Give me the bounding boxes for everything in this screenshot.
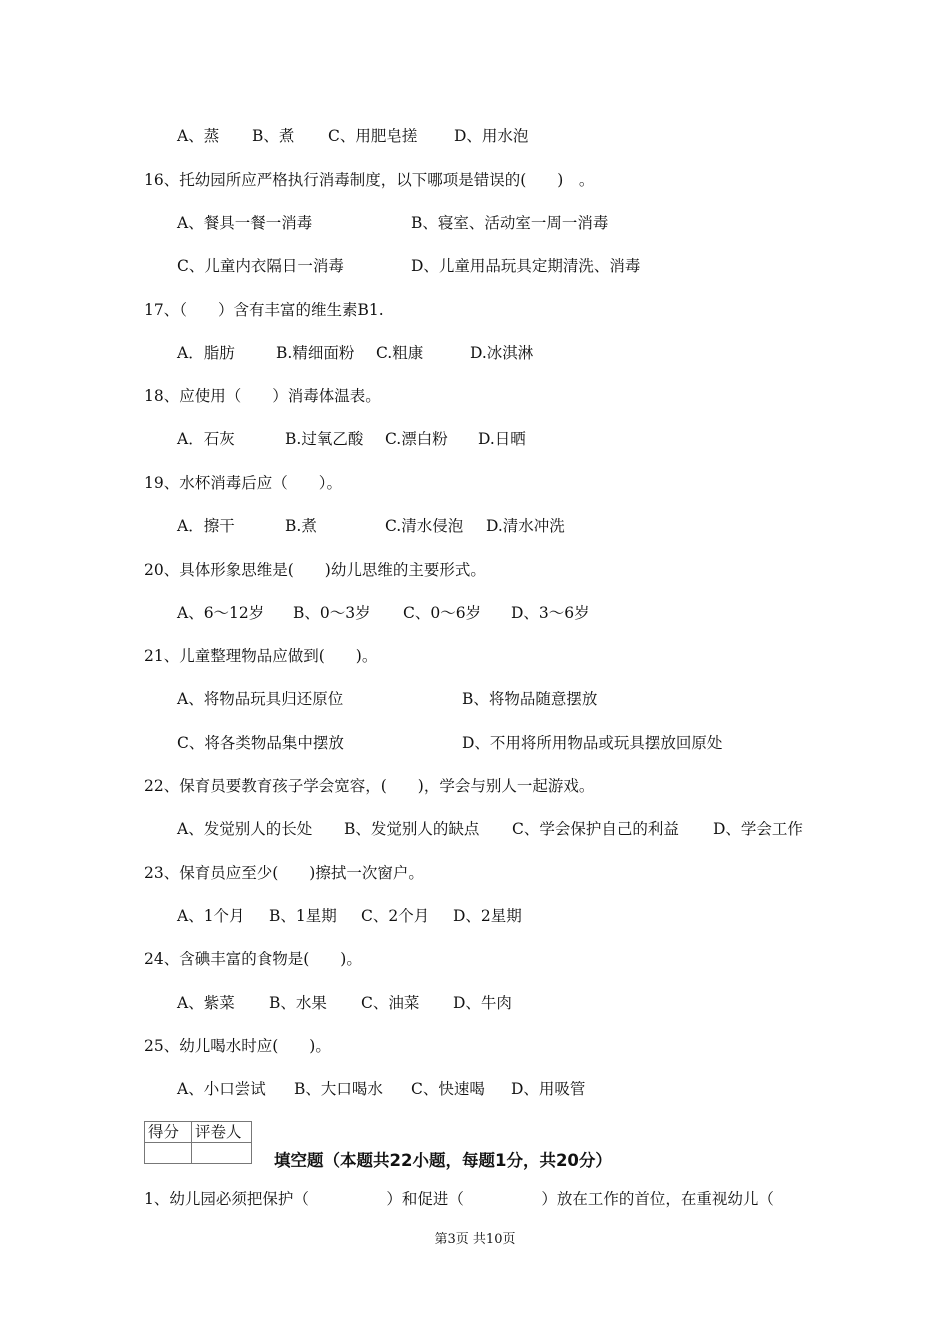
q16-stem: 16、托幼园所应严格执行消毒制度，以下哪项是错误的( ) 。 [144, 171, 595, 189]
q17-option-d: D.冰淇淋 [470, 344, 534, 362]
q23-option-a: A、1个月 [177, 907, 245, 925]
q24-stem: 24、含碘丰富的食物是( )。 [144, 950, 362, 968]
q21-option-d: D、不用将所用物品或玩具摆放回原处 [462, 734, 723, 752]
q17-stem: 17、（ ）含有丰富的维生素B1. [144, 301, 384, 319]
q17-option-b: B.精细面粉 [276, 344, 355, 362]
q16-option-d: D、儿童用品玩具定期清洗、消毒 [411, 257, 641, 275]
q19-stem: 19、水杯消毒后应（ ）。 [144, 474, 342, 492]
q19-option-d: D.清水冲洗 [486, 517, 565, 535]
score-cell[interactable] [145, 1143, 192, 1164]
q22-option-a: A、发觉别人的长处 [177, 820, 313, 838]
q25-option-b: B、大口喝水 [294, 1080, 383, 1098]
q20-option-d: D、3～6岁 [511, 604, 590, 622]
q24-option-d: D、牛肉 [453, 994, 512, 1012]
q15-option-b: B、煮 [252, 127, 295, 145]
q25-option-c: C、快速喝 [411, 1080, 485, 1098]
q21-stem: 21、儿童整理物品应做到( )。 [144, 647, 378, 665]
score-label: 得分 [145, 1122, 192, 1143]
q25-option-a: A、小口尝试 [177, 1080, 266, 1098]
q17-option-a: A．脂肪 [177, 344, 235, 362]
score-box [144, 1121, 252, 1164]
q16-option-a: A、餐具一餐一消毒 [177, 214, 313, 232]
q22-stem: 22、保育员要教育孩子学会宽容，( )，学会与别人一起游戏。 [144, 777, 595, 795]
q23-stem: 23、保育员应至少( )擦拭一次窗户。 [144, 864, 424, 882]
q23-option-c: C、2个月 [361, 907, 430, 925]
q19-option-c: C.清水侵泡 [385, 517, 464, 535]
q18-option-c: C.漂白粉 [385, 430, 448, 448]
q18-stem: 18、应使用（ ）消毒体温表。 [144, 387, 381, 405]
q22-option-b: B、发觉别人的缺点 [344, 820, 480, 838]
q21-option-b: B、将物品随意摆放 [462, 690, 598, 708]
q16-option-b: B、寝室、活动室一周一消毒 [411, 214, 609, 232]
q19-option-b: B.煮 [285, 517, 317, 535]
q17-option-c: C.粗康 [376, 344, 424, 362]
q25-option-d: D、用吸管 [511, 1080, 586, 1098]
q21-option-c: C、将各类物品集中摆放 [177, 734, 344, 752]
q20-stem: 20、具体形象思维是( )幼儿思维的主要形式。 [144, 561, 486, 579]
q24-option-b: B、水果 [269, 994, 327, 1012]
q15-option-a: A、蒸 [177, 127, 220, 145]
q24-option-a: A、紫菜 [177, 994, 235, 1012]
section-title: 填空题（本题共22小题，每题1分，共20分） [274, 1151, 612, 1170]
q18-option-d: D.日晒 [478, 430, 526, 448]
q22-option-d: D、学会工作 [713, 820, 803, 838]
q16-option-c: C、儿童内衣隔日一消毒 [177, 257, 344, 275]
q18-option-a: A．石灰 [177, 430, 235, 448]
q23-option-b: B、1星期 [269, 907, 337, 925]
q19-option-a: A．擦干 [177, 517, 235, 535]
q24-option-c: C、油菜 [361, 994, 420, 1012]
q18-option-b: B.过氧乙酸 [285, 430, 364, 448]
grader-cell[interactable] [192, 1143, 252, 1164]
q21-option-a: A、将物品玩具归还原位 [177, 690, 344, 708]
q25-stem: 25、幼儿喝水时应( )。 [144, 1037, 331, 1055]
q20-option-a: A、6～12岁 [177, 604, 265, 622]
grader-label: 评卷人 [192, 1122, 252, 1143]
page-footer: 第3页 共10页 [434, 1232, 516, 1247]
q23-option-d: D、2星期 [453, 907, 522, 925]
q22-option-c: C、学会保护自己的利益 [512, 820, 679, 838]
q15-option-c: C、用肥皂搓 [328, 127, 418, 145]
q15-option-d: D、用水泡 [454, 127, 529, 145]
fill-question-1: 1、幼儿园必须把保护（ ）和促进（ ）放在工作的首位，在重视幼儿（ [144, 1190, 774, 1208]
q20-option-c: C、0～6岁 [403, 604, 482, 622]
q20-option-b: B、0～3岁 [293, 604, 371, 622]
